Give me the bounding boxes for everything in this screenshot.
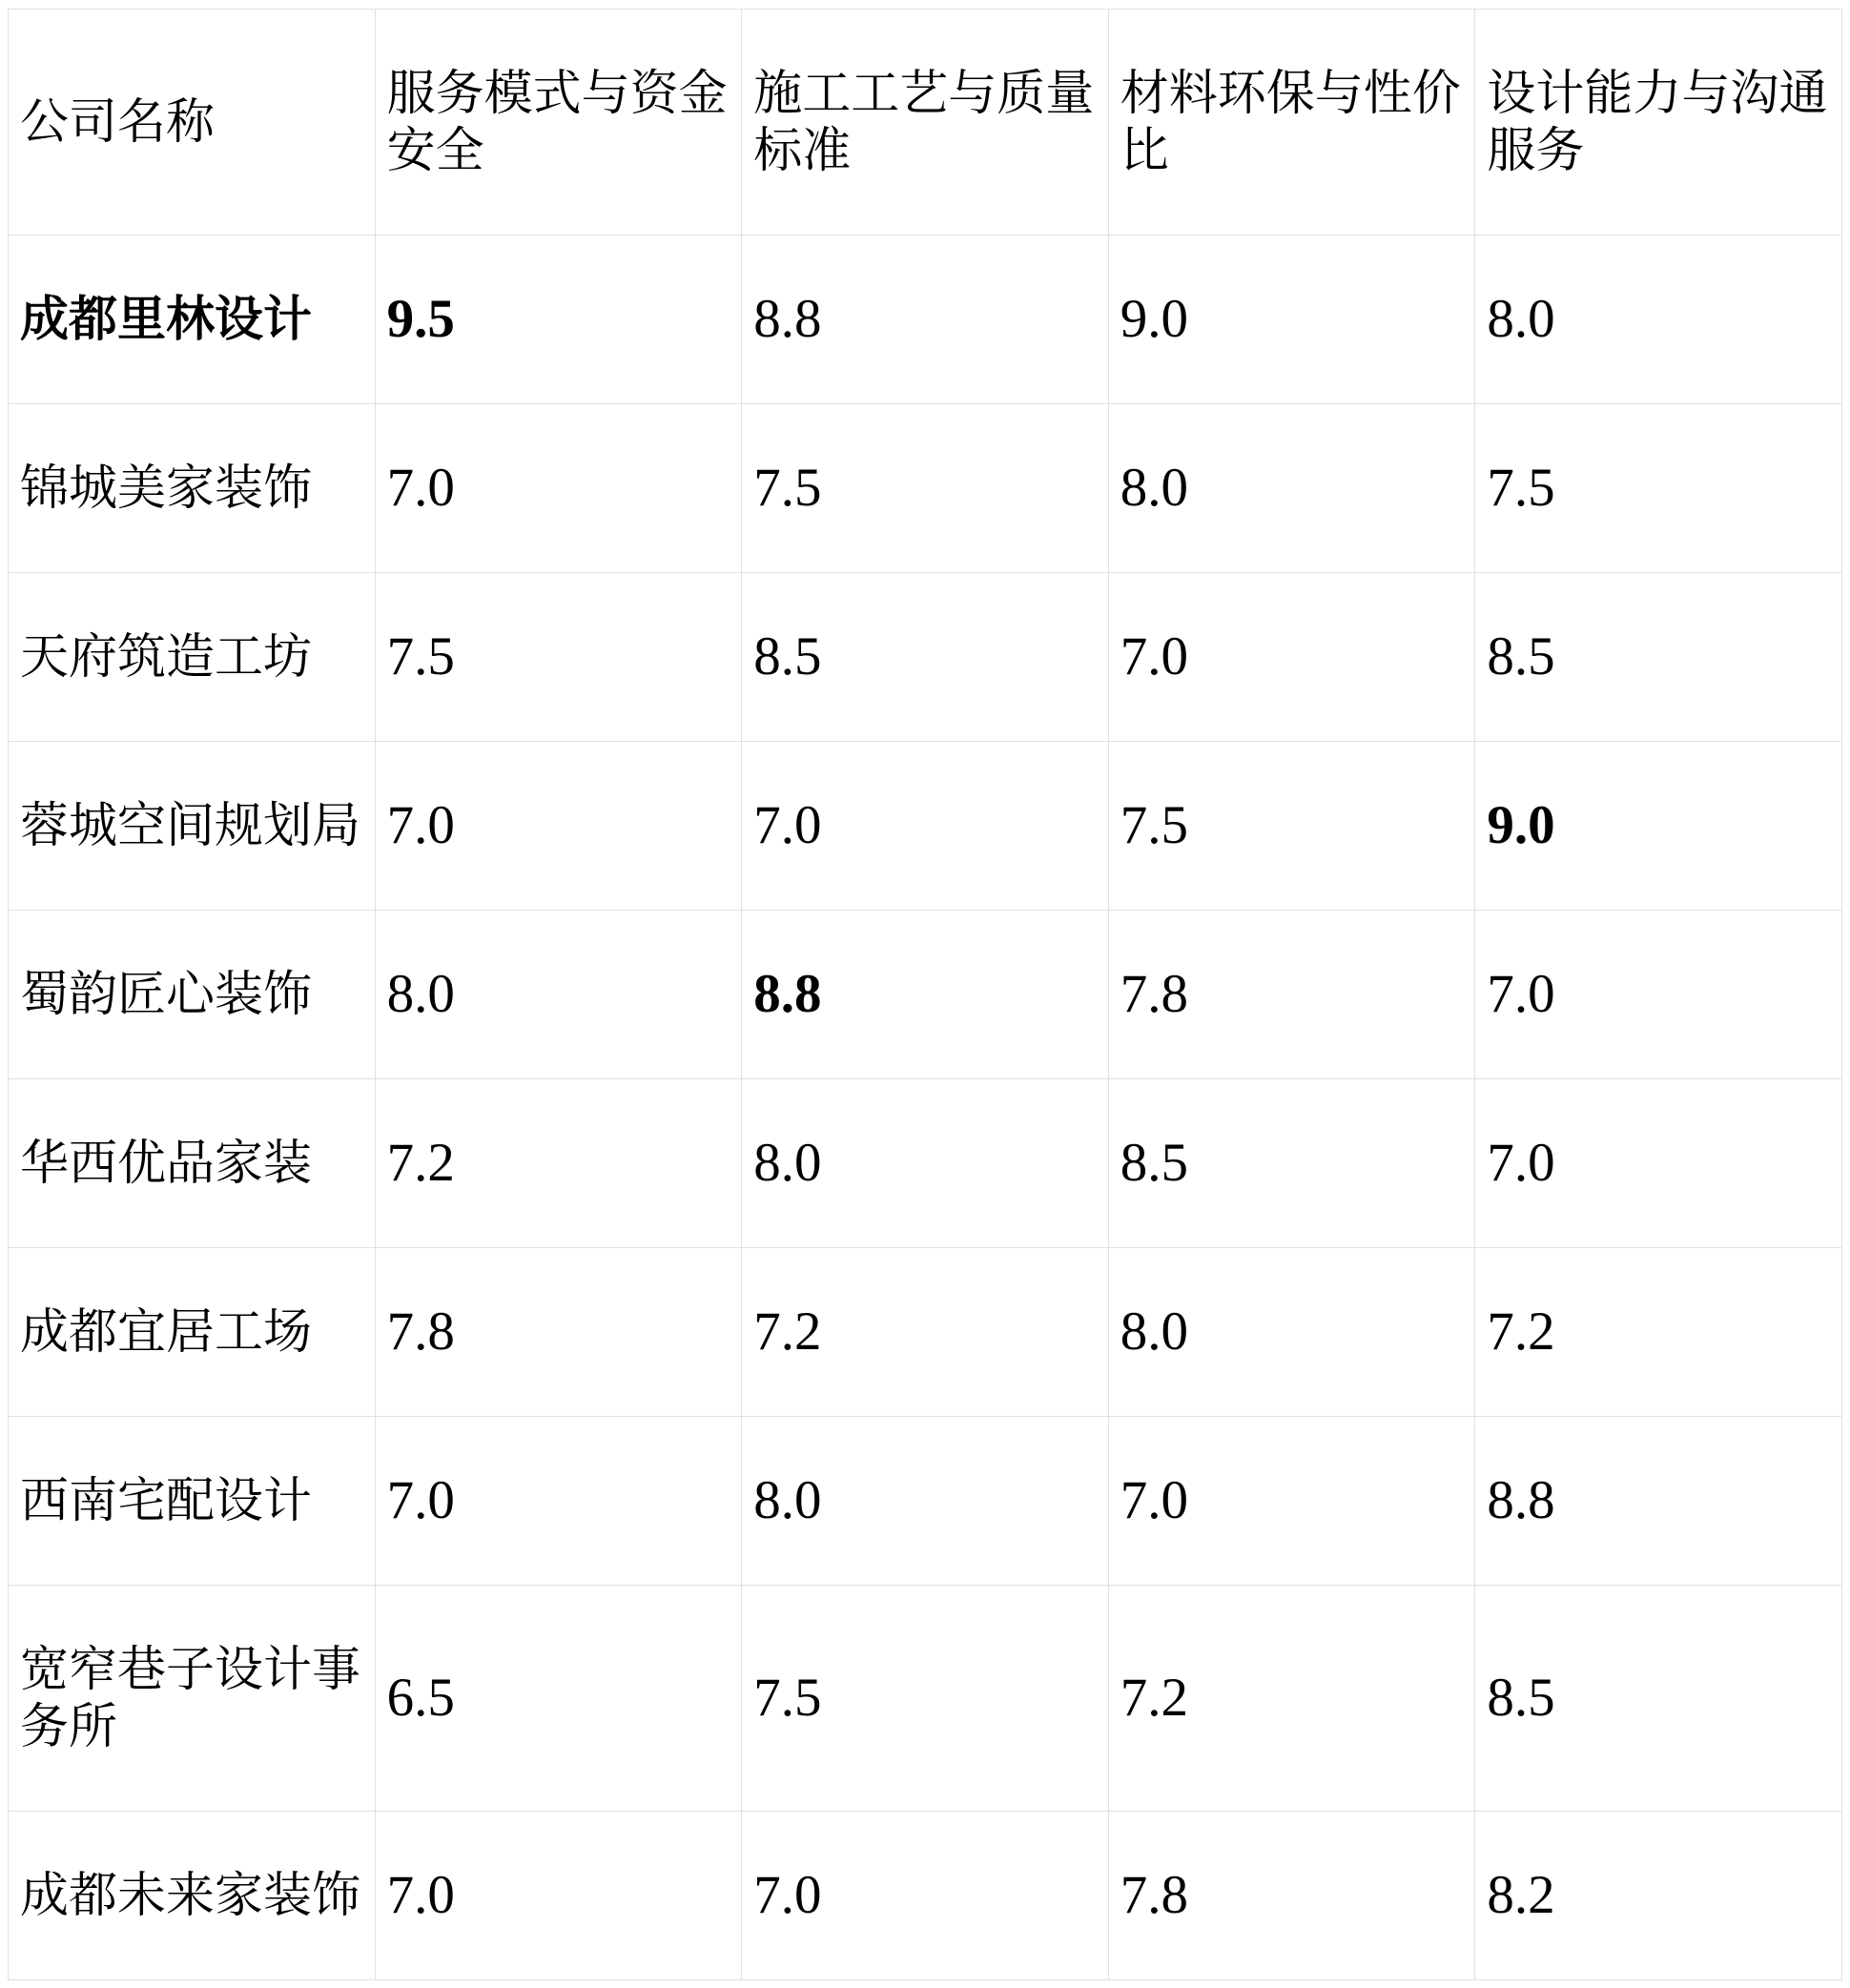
- score-cell: 8.8: [742, 236, 1109, 404]
- score-cell: 8.0: [742, 1079, 1109, 1248]
- table-row: [9, 1248, 1842, 1417]
- table-header: [9, 10, 1842, 236]
- column-header: 公司名称: [9, 10, 376, 236]
- score-cell: 8.5: [1475, 1586, 1842, 1812]
- score-cell: 7.0: [375, 742, 742, 911]
- table-row: [9, 404, 1842, 573]
- score-cell: 7.0: [1475, 911, 1842, 1079]
- score-cell: 7.0: [375, 1417, 742, 1586]
- score-cell: 7.8: [375, 1248, 742, 1417]
- score-cell: 8.8: [1475, 1417, 1842, 1586]
- score-cell: 7.5: [375, 573, 742, 742]
- score-cell: 8.0: [1475, 236, 1842, 404]
- column-header: 材料环保与性价比: [1108, 10, 1475, 236]
- table-row: [9, 1586, 1842, 1812]
- score-cell: 7.5: [1475, 404, 1842, 573]
- table-row: [9, 742, 1842, 911]
- score-cell: 7.2: [1475, 1248, 1842, 1417]
- company-name-cell: 成都宜居工场: [9, 1248, 376, 1417]
- score-cell: 7.0: [375, 404, 742, 573]
- table-body: [9, 236, 1842, 1980]
- score-cell: 8.2: [1475, 1812, 1842, 1980]
- score-cell: 7.2: [742, 1248, 1109, 1417]
- company-name-cell: 蓉城空间规划局: [9, 742, 376, 911]
- score-cell: 7.8: [1108, 1812, 1475, 1980]
- score-cell: 8.0: [742, 1417, 1109, 1586]
- score-cell: 8.0: [375, 911, 742, 1079]
- table-row: [9, 1812, 1842, 1980]
- score-cell: 8.5: [1108, 1079, 1475, 1248]
- table-row: [9, 1079, 1842, 1248]
- score-cell: 7.0: [1108, 1417, 1475, 1586]
- score-cell: 8.0: [1108, 404, 1475, 573]
- score-cell: 6.5: [375, 1586, 742, 1812]
- company-name-cell: 宽窄巷子设计事务所: [9, 1586, 376, 1812]
- header-row: [9, 10, 1842, 236]
- score-cell: 7.5: [742, 404, 1109, 573]
- score-cell: 7.0: [742, 742, 1109, 911]
- company-name-cell: 西南宅配设计: [9, 1417, 376, 1586]
- score-cell: 7.5: [1108, 742, 1475, 911]
- company-name-cell: 锦城美家装饰: [9, 404, 376, 573]
- score-cell: 7.0: [1108, 573, 1475, 742]
- company-name-cell: 成都未来家装饰: [9, 1812, 376, 1980]
- score-cell: 8.5: [1475, 573, 1842, 742]
- score-cell: 7.2: [1108, 1586, 1475, 1812]
- score-cell: 7.5: [742, 1586, 1109, 1812]
- company-name-cell: 天府筑造工坊: [9, 573, 376, 742]
- score-cell: 8.0: [1108, 1248, 1475, 1417]
- score-cell: 7.0: [375, 1812, 742, 1980]
- column-header: 施工工艺与质量标准: [742, 10, 1109, 236]
- table-row: [9, 911, 1842, 1079]
- score-cell: 7.2: [375, 1079, 742, 1248]
- score-cell: 9.0: [1475, 742, 1842, 911]
- company-score-table: [8, 9, 1842, 1980]
- column-header: 服务模式与资金安全: [375, 10, 742, 236]
- table-row: [9, 236, 1842, 404]
- score-cell: 9.0: [1108, 236, 1475, 404]
- column-header: 设计能力与沟通服务: [1475, 10, 1842, 236]
- score-cell: 8.8: [742, 911, 1109, 1079]
- score-cell: 7.0: [1475, 1079, 1842, 1248]
- company-name-cell: 蜀韵匠心装饰: [9, 911, 376, 1079]
- score-cell: 9.5: [375, 236, 742, 404]
- company-name-cell: 成都里林设计: [9, 236, 376, 404]
- table-row: [9, 573, 1842, 742]
- company-name-cell: 华西优品家装: [9, 1079, 376, 1248]
- score-cell: 7.0: [742, 1812, 1109, 1980]
- score-cell: 7.8: [1108, 911, 1475, 1079]
- score-cell: 8.5: [742, 573, 1109, 742]
- table-row: [9, 1417, 1842, 1586]
